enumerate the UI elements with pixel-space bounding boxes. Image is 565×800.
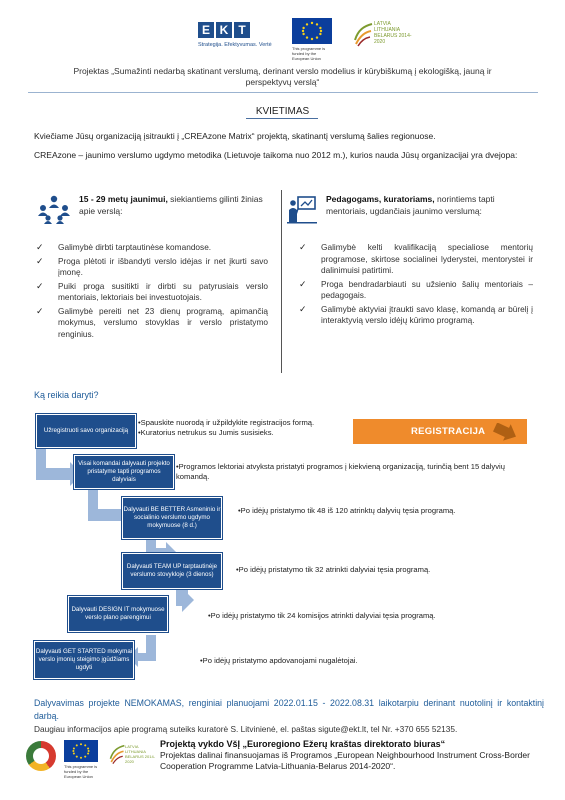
right-benefits-list <box>299 242 533 329</box>
eu-flag-icon <box>292 18 332 44</box>
column-divider <box>281 190 282 373</box>
ekt-tagline: Strategija. Efektyvumas. Vertė <box>198 42 272 48</box>
teacher-presentation-icon <box>287 194 317 229</box>
check-icon: ✓ <box>36 255 44 266</box>
step-2-presentation <box>74 455 174 489</box>
check-icon: ✓ <box>36 242 44 252</box>
step-note: •Programos lektoriai atvyksta pristatyti programos į kiekvieną organizaciją, turinčią bent 15 dalyvių komandą. <box>176 462 505 481</box>
ekt-letter-t: T <box>234 22 250 38</box>
step-label: Dalyvauti BE BETTER Asmeninio ir socialinio verslumo ugdymo mokymuose (8 d.) <box>123 506 221 529</box>
step-note: •Kuratorius netrukus su Jumis susisieks. <box>138 427 274 437</box>
project-title: Projektas „Sumažinti nedarbą skatinant verslumą, derinant verslo modelius ir kūrybiškumą į ekologišką, jauną ir perspektyvų verslą“ <box>73 66 492 87</box>
llb-programme-logo <box>352 18 412 50</box>
step-note: •Po idėjų pristatymo tik 32 atrinkti dalyviai tęsia programą. <box>236 565 431 574</box>
eu-logo <box>292 18 334 61</box>
check-icon: ✓ <box>299 303 307 314</box>
list-item: ✓ Galimybė kelti kvalifikaciją specialiose mentorių programose, skirtose socialinei lyderystei, mentorystei ir dalinimuisi patirtimi. <box>299 242 533 275</box>
team-network-icon <box>38 194 70 229</box>
step-1-notes <box>138 418 348 437</box>
ekt-logo <box>198 22 272 48</box>
step-1-register <box>36 414 136 448</box>
footer-llb-logo <box>108 740 156 768</box>
eu-caption: This programme is funded by the European Union <box>292 46 326 61</box>
step-label: Visai komandai dalyvauti projekto pristatyme tapti programos dalyviais <box>78 460 170 483</box>
eu-flag-icon <box>64 740 98 762</box>
llb-logo-text: LATVIA LITHUANIA BELARUS 2014-2020 <box>125 744 156 764</box>
step-label: Užregistruoti savo organizaciją <box>43 427 129 434</box>
step-3-be-better <box>122 497 222 539</box>
list-item: ✓ Puiki proga susitikti ir dirbti su patyrusiais verslo mentoriais, lektoriais bei investuotojais. <box>36 280 268 302</box>
step-note: •Po idėjų pristatymo tik 48 iš 120 atrinktų dalyvių tęsia programą. <box>238 506 456 515</box>
check-icon: ✓ <box>36 280 44 291</box>
registration-button[interactable] <box>353 419 527 444</box>
llb-swirl-icon <box>352 18 374 48</box>
left-benefits-list <box>36 242 268 342</box>
footer-eu-logo <box>64 740 100 779</box>
intro-paragraph-2: CREAzone – jaunimo verslumo ugdymo metodika (Lietuvoje taikoma nuo 2012 m.), kurios nauda Jūsų organizacijai yra dvejopa: <box>34 150 518 160</box>
left-heading-bold: 15 - 29 metų jaunimui, <box>79 194 168 204</box>
check-icon: ✓ <box>299 242 307 252</box>
right-column-heading <box>326 194 531 217</box>
llb-logo-text: LATVIA LITHUANIA BELARUS 2014-2020 <box>374 21 412 45</box>
check-icon: ✓ <box>36 305 44 316</box>
list-item: ✓ Galimybė dirbti tarptautinėse komandose. <box>36 242 212 252</box>
cursor-arrow-icon <box>493 423 519 441</box>
title-underline <box>246 118 318 119</box>
flow-arrow-icon <box>128 635 168 671</box>
list-item: ✓ Galimybė aktyviai įtraukti savo klasę, komandą ar būrelį į interaktyvią verslo idėjų kūrimo programą. <box>299 303 533 325</box>
header-divider <box>28 92 538 93</box>
step-label: Dalyvauti TEAM UP tarptautinėje verslumo stovykloje (3 dienos) <box>126 563 218 578</box>
page-title: KVIETIMAS <box>255 106 310 117</box>
list-item: ✓ Proga plėtoti ir išbandyti verslo idėjas ir net įkurti savo įmonę. <box>36 255 268 277</box>
right-heading-bold: Pedagogams, kuratoriams, <box>326 194 435 204</box>
intro-paragraph-1: Kviečiame Jūsų organizaciją įsitraukti į „CREAzone Matrix“ projektą, skatinantį verslumą šalies regionuose. <box>34 131 436 141</box>
euroregion-logo <box>26 741 56 771</box>
step-label: Dalyvauti GET STARTED mokymai verslo įmonių steigimo įgūdžiams ugdyti <box>35 648 133 671</box>
registration-button-label: REGISTRACIJA <box>411 426 486 437</box>
right-heading-rest: norintiems tapti mentoriais, ugdančiais jaunimo verslumą: <box>326 194 495 216</box>
eu-caption: This programme is funded by the European Union <box>64 764 98 779</box>
contact-info: Daugiau informacijos apie programą suteiks kuratorė S. Litvinienė, el. paštas sigute@ekt.lt, tel Nr. +370 655 52135. <box>34 724 458 734</box>
step-4-notes <box>236 565 526 575</box>
step-2-notes <box>176 462 526 481</box>
left-heading-rest: siekiantiems gilinti žinias apie verslą: <box>79 194 263 216</box>
step-note: •Po idėjų pristatymo apdovanojami nugalėtojai. <box>200 656 358 665</box>
step-4-team-up <box>122 553 222 589</box>
step-note: •Spauskite nuorodą ir užpildykite registracijos formą. <box>138 418 315 427</box>
list-item: ✓ Galimybė pereiti net 23 dienų programą, apimančią mokymus, verslumo stovyklas ir verslo pristatymo renginius. <box>36 305 268 339</box>
funding-note: Projektas dalinai finansuojamas iš Programos „European Neighbourhood Instrument Cross-Border Cooperation Programme Latvia-Lithuania-Belarus 2014-2020“. <box>160 750 530 771</box>
ekt-letter-k: K <box>216 22 232 38</box>
check-icon: ✓ <box>299 278 307 289</box>
left-column-heading <box>79 194 271 217</box>
footer-text <box>160 739 545 772</box>
ekt-letter-e: E <box>198 22 214 38</box>
section-title: Ką reikia daryti? <box>34 390 99 400</box>
list-item: ✓ Proga bendradarbiauti su užsienio šalių mentoriais – pedagogais. <box>299 278 533 300</box>
llb-swirl-icon <box>108 740 126 766</box>
step-5-notes <box>208 611 528 621</box>
step-note: •Po idėjų pristatymo tik 24 komisijos atrinkti dalyviai tęsia programą. <box>208 611 436 620</box>
step-3-notes <box>238 506 508 516</box>
implementing-organization: Projektą vykdo VšĮ „Euroregiono Ežerų kraštas direktorato biuras“ <box>160 739 446 749</box>
step-label: Dalyvauti DESIGN IT mokymuose verslo plano parengimui <box>71 606 165 621</box>
participation-note: Dalyvavimas projekte NEMOKAMAS, renginiai planuojami 2022.01.15 - 2022.08.31 laikotarpiu derinant nuotolinį ir kontaktinį darbą. <box>34 698 544 721</box>
step-6-get-started <box>34 641 134 679</box>
step-6-notes <box>200 656 500 666</box>
step-5-design-it <box>68 596 168 632</box>
